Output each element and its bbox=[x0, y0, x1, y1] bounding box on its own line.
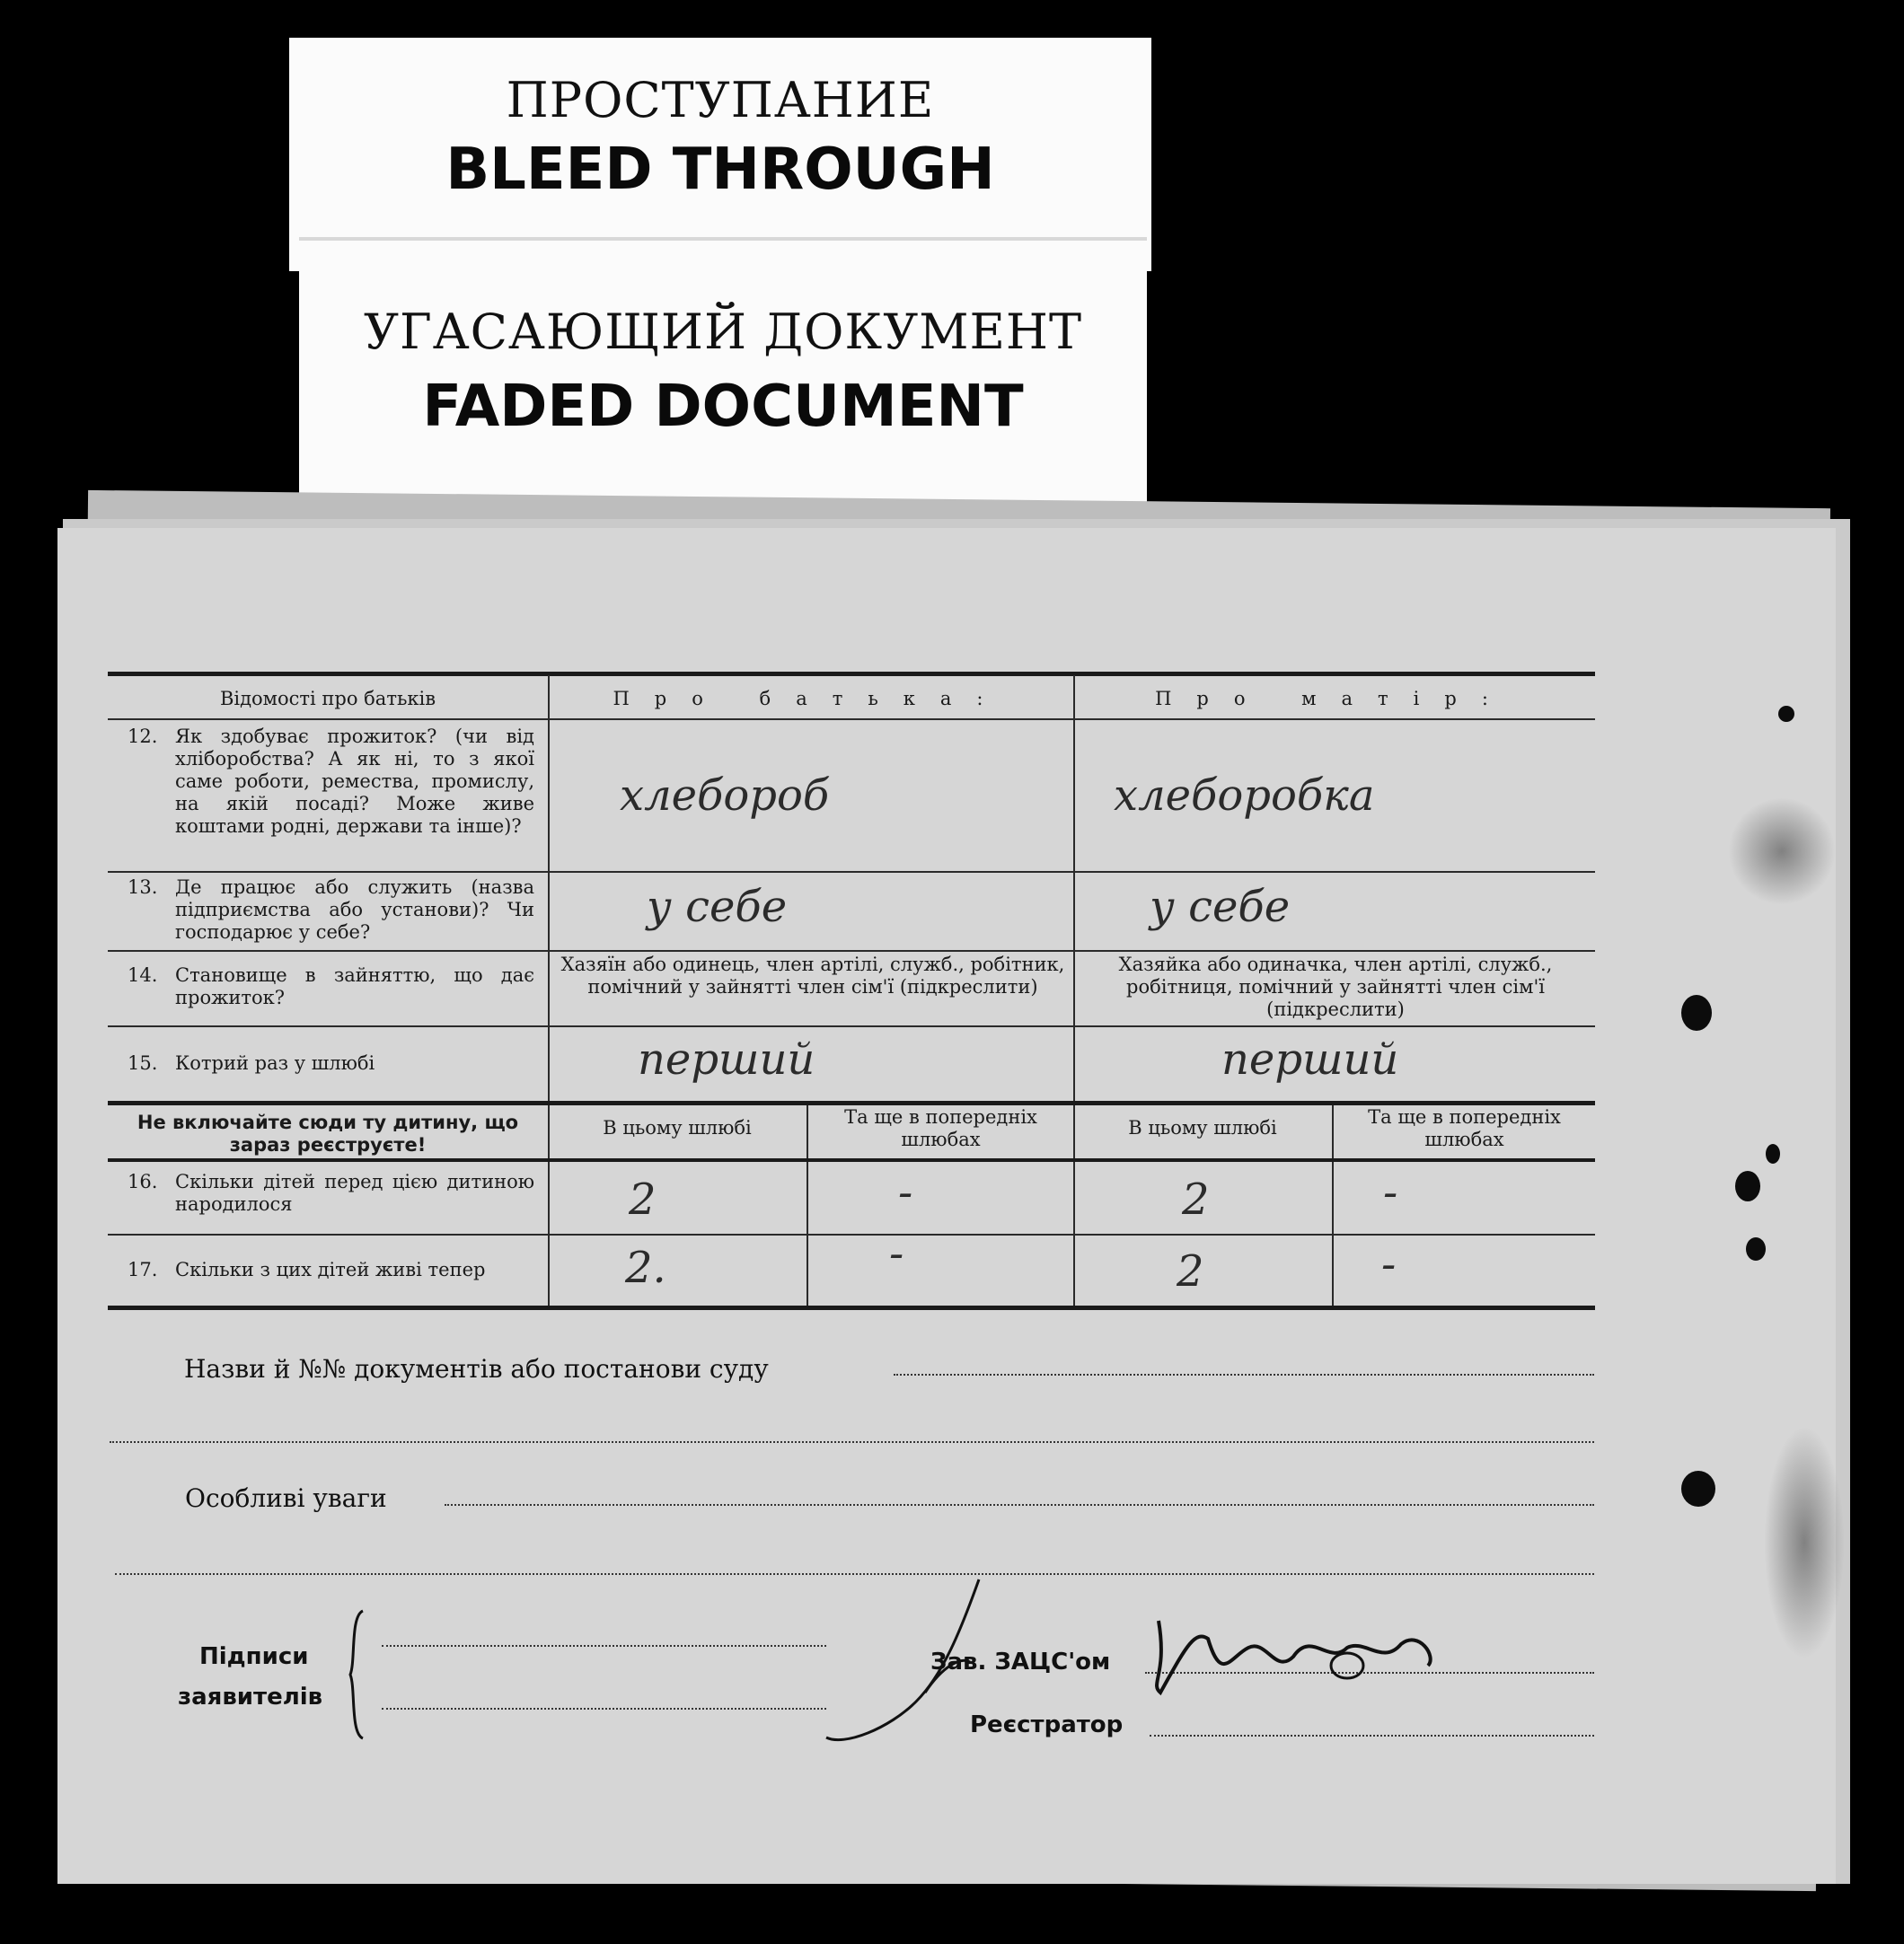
punch-hole bbox=[1735, 1171, 1760, 1201]
answer-father-marriage: перший bbox=[638, 1034, 815, 1085]
bleed-through-en: BLEED THROUGH bbox=[445, 136, 995, 203]
subheader-father-this: В цьому шлюбі bbox=[603, 1117, 752, 1139]
faded-document-en: FADED DOCUMENT bbox=[422, 374, 1024, 440]
subheader-mother-prev: Та ще в попередніх шлюбах bbox=[1368, 1106, 1561, 1150]
children-born-mother-prev: - bbox=[1383, 1167, 1398, 1218]
answer-mother-livelihood: хлеборобка bbox=[1114, 770, 1375, 821]
documents-label: Назви й №№ документів або постанови суду bbox=[184, 1354, 769, 1384]
question-marriage-count: Котрий раз у шлюбі bbox=[175, 1052, 375, 1074]
question-workplace: Де працює або служить (назва підприємства або установи)? Чи господарює у себе? bbox=[175, 876, 534, 943]
question-number: 15. bbox=[128, 1052, 158, 1074]
bleed-through-ru: ПРОСТУПАНИЕ bbox=[506, 72, 935, 128]
remarks-label: Особливі уваги bbox=[185, 1483, 387, 1513]
applicant-signature-line-2[interactable] bbox=[382, 1708, 826, 1710]
question-employment-status: Становище в зайняттю, що дає прожиток? bbox=[175, 964, 534, 1008]
signatures-label-2: заявителів bbox=[178, 1684, 323, 1711]
stain bbox=[1764, 1426, 1845, 1659]
children-alive-father-prev: - bbox=[889, 1228, 904, 1279]
stain bbox=[1728, 797, 1836, 905]
signatures-label: Підписи bbox=[199, 1643, 309, 1670]
answer-mother-workplace: у себе bbox=[1150, 882, 1291, 932]
question-number: 14. bbox=[128, 964, 158, 986]
punch-hole bbox=[1766, 1144, 1780, 1164]
children-alive-father-this: 2. bbox=[625, 1243, 666, 1293]
applicant-signature-line[interactable] bbox=[382, 1645, 826, 1647]
options-mother-status: Хазяйка або одиначка, член артілі, служб., робітниця, помічний у зайнятті член сім'ї (підкреслити) bbox=[1118, 954, 1553, 1020]
header-father: Про батька: bbox=[613, 688, 1009, 709]
children-alive-mother-this: 2 bbox=[1177, 1246, 1204, 1297]
documents-line[interactable] bbox=[894, 1374, 1594, 1376]
question-number: 13. bbox=[128, 876, 158, 898]
answer-father-workplace: у себе bbox=[647, 882, 788, 932]
documents-line-2[interactable] bbox=[110, 1441, 1594, 1443]
children-born-mother-this: 2 bbox=[1182, 1174, 1210, 1225]
children-born-father-this: 2 bbox=[629, 1174, 657, 1225]
note-exclude-child: Не включайте сюди ту дитину, що зараз реєструєте! bbox=[137, 1112, 519, 1156]
punch-hole bbox=[1681, 1471, 1715, 1507]
children-born-father-prev: - bbox=[898, 1167, 913, 1218]
question-livelihood: Як здобуває прожиток? (чи від хліборобства? А як ні, то з якої саме роботи, ремества, промислу, на якій посаді? Може живе коштами родні, держави та інше)? bbox=[175, 726, 534, 837]
header-parents-info: Відомості про батьків bbox=[219, 688, 436, 709]
registrar-label: Реєстратор bbox=[970, 1711, 1124, 1738]
children-alive-mother-prev: - bbox=[1381, 1239, 1397, 1289]
header-mother: Про матір: bbox=[1155, 688, 1513, 709]
punch-hole bbox=[1681, 995, 1712, 1031]
question-children-alive: Скільки з цих дітей живі тепер bbox=[175, 1259, 486, 1280]
punch-hole bbox=[1746, 1237, 1766, 1261]
remarks-line[interactable] bbox=[445, 1504, 1594, 1506]
signature-image bbox=[808, 1576, 1527, 1755]
subheader-mother-this: В цьому шлюбі bbox=[1128, 1117, 1277, 1139]
subheader-father-prev: Та ще в попередніх шлюбах bbox=[844, 1106, 1037, 1150]
faded-document-ru: УГАСАЮЩИЙ ДОКУМЕНТ bbox=[363, 303, 1083, 360]
question-children-born: Скільки дітей перед цією дитиною народилося bbox=[175, 1171, 534, 1215]
options-father-status: Хазяїн або одинець, член артілі, служб., робітник, помічний у зайнятті член сім'ї (підкреслити) bbox=[560, 954, 1065, 998]
remarks-line-2[interactable] bbox=[115, 1573, 1594, 1575]
question-number: 17. bbox=[128, 1259, 158, 1280]
question-number: 16. bbox=[128, 1171, 158, 1192]
brace-icon bbox=[343, 1607, 370, 1742]
answer-mother-marriage: перший bbox=[1221, 1034, 1399, 1085]
head-label: Зав. ЗАЦС'ом bbox=[930, 1649, 1111, 1676]
punch-hole bbox=[1778, 706, 1794, 722]
bleed-through-card bbox=[289, 38, 1151, 271]
answer-father-livelihood: хлебороб bbox=[620, 770, 830, 821]
question-number: 12. bbox=[128, 726, 158, 747]
